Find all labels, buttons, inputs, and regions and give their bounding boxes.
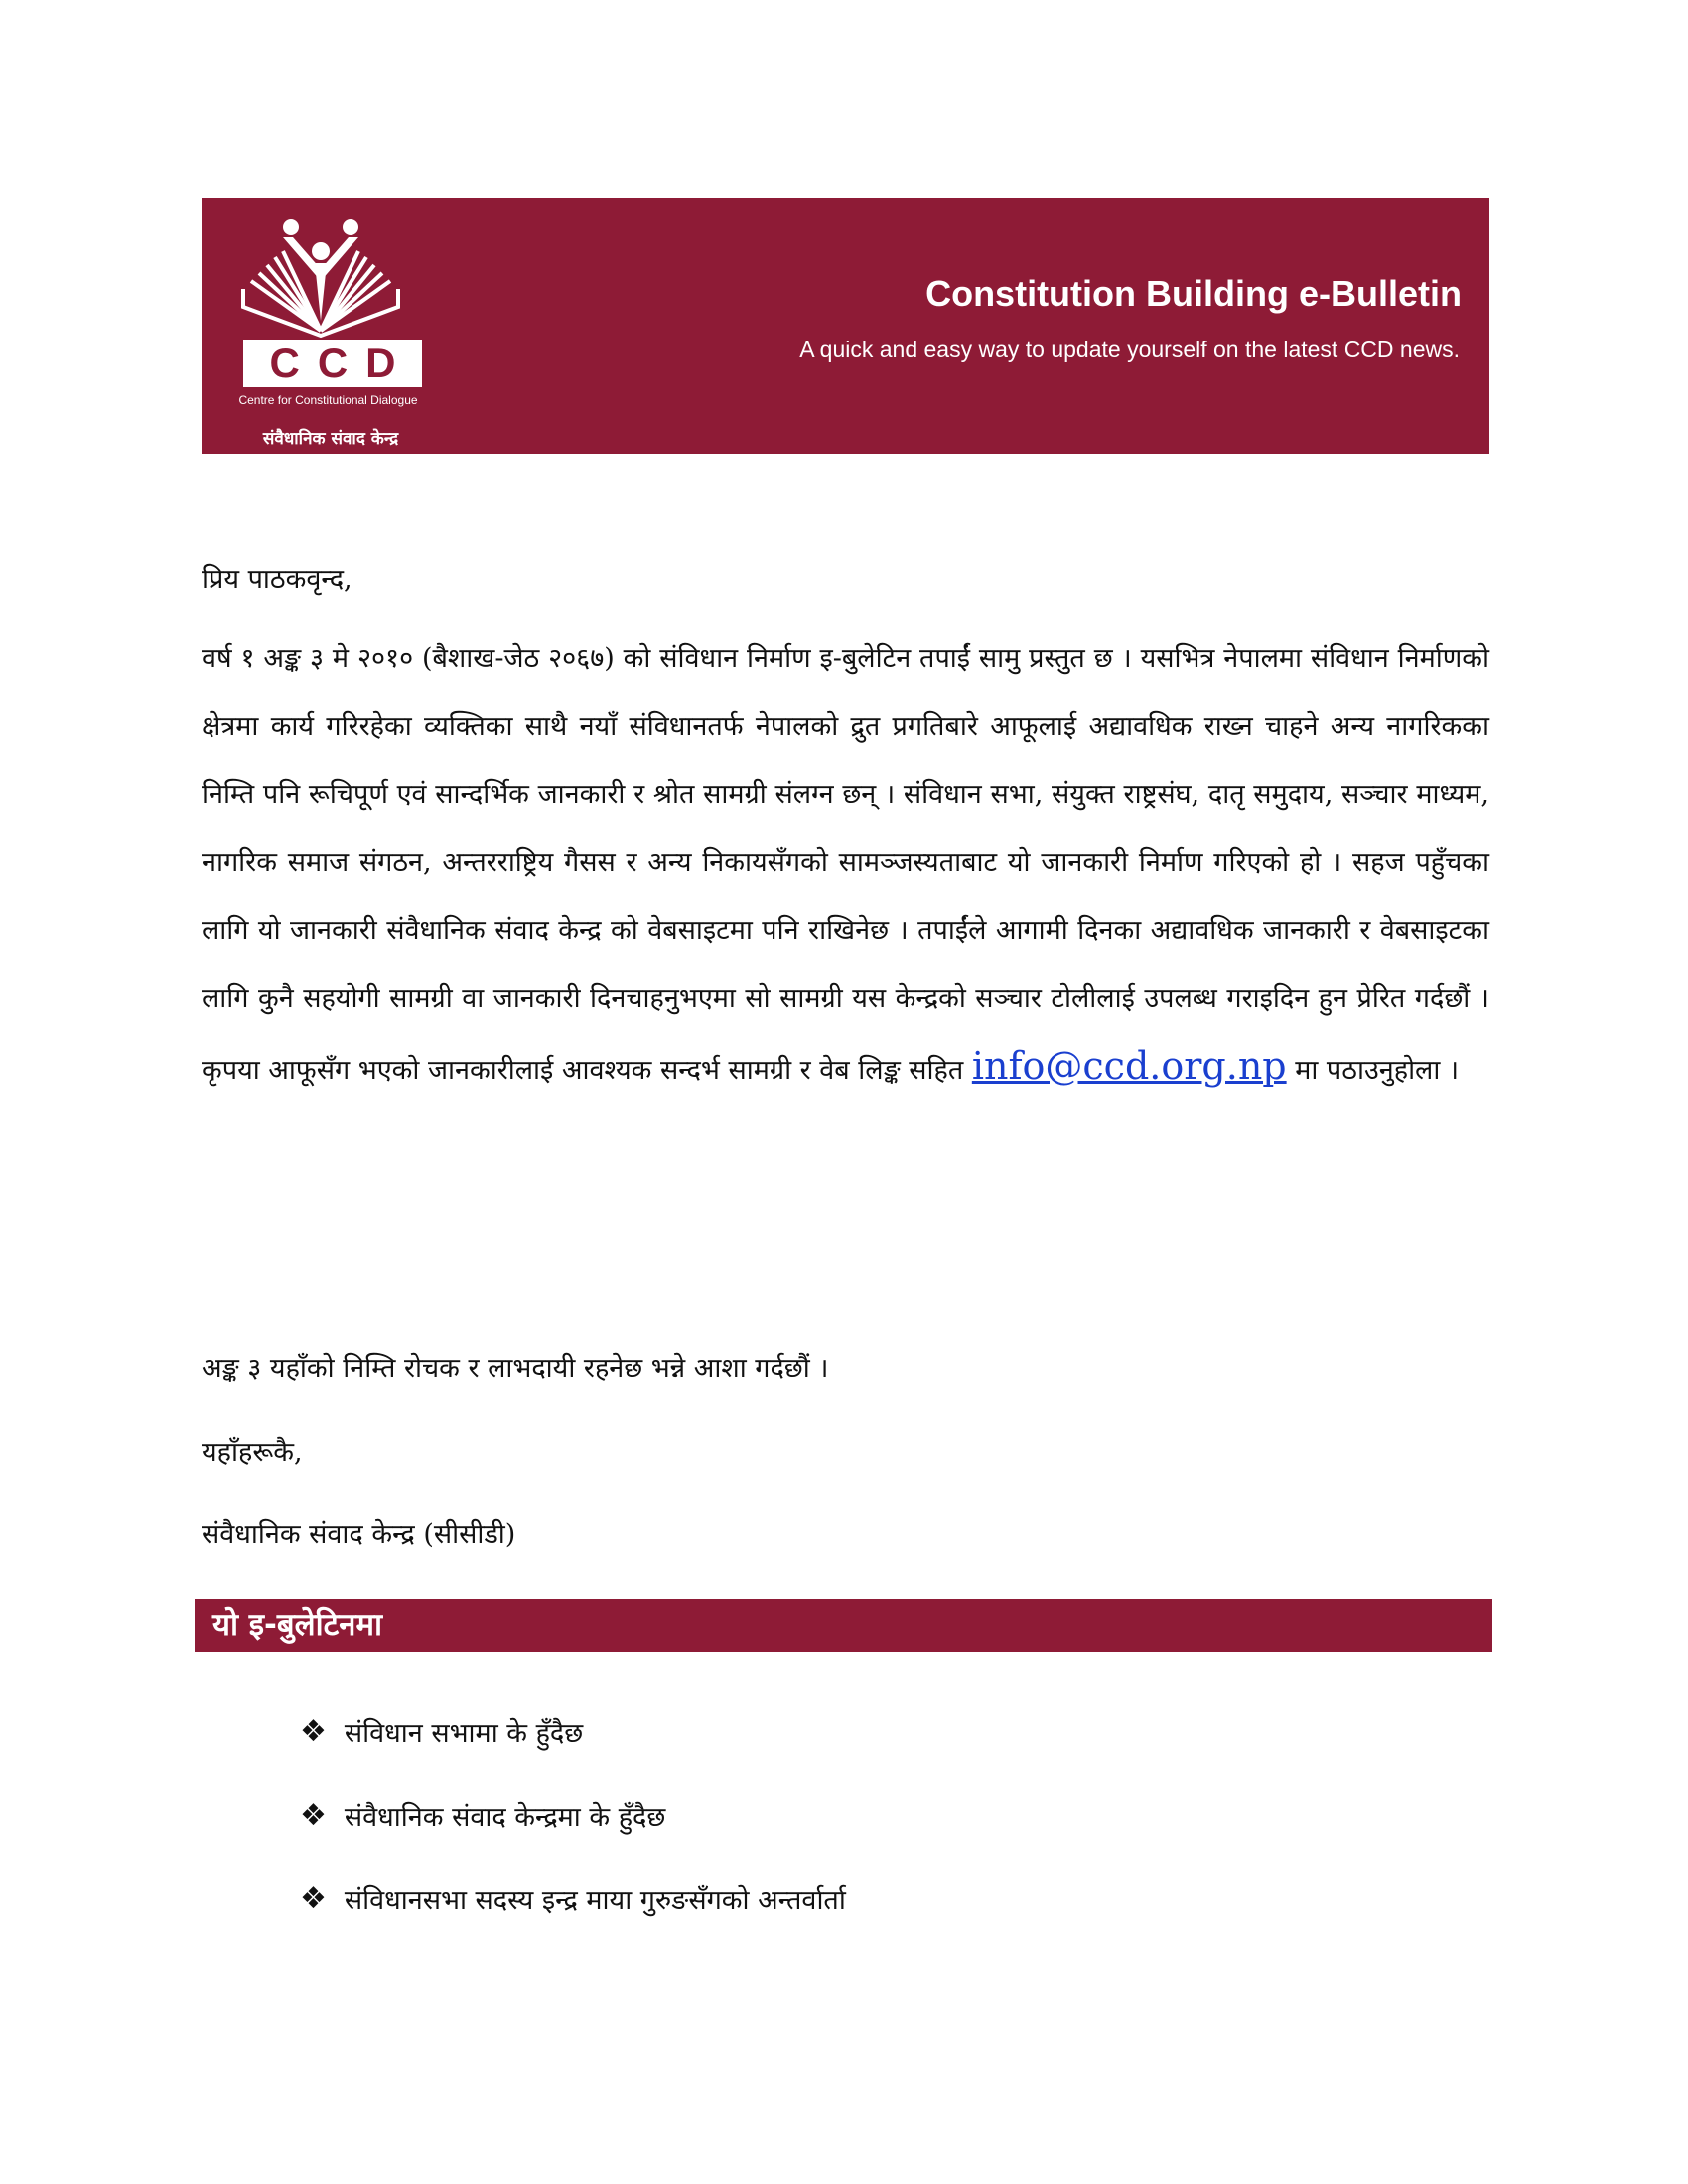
- logo-nepali-name: संवैधानिक संवाद केन्द्र: [262, 429, 399, 449]
- diamond-bullet-icon: ❖: [300, 1880, 327, 1916]
- letter-body: [202, 625, 1489, 1106]
- toc-list: [300, 1690, 846, 1940]
- toc-item-label: संवैधानिक संवाद केन्द्रमा के हुँदैछ: [344, 1801, 666, 1833]
- letter-body-text: वर्ष १ अङ्क ३ मे २०१० (बैशाख-जेठ २०६७) को संविधान निर्माण इ-बुलेटिन तपाईं सामु प्रस्तुत छ । यसभित्र नेपालमा संविधान निर्माणको क्षेत्रमा कार्य गरिरहेका व्यक्तिका साथै नयाँ संविधानतर्फ नेपालको द्रुत प्रगतिबारे आफूलाई अद्यावधिक राख्न चाहने अन्य नागरिकका निम्ति पनि रूचिपूर्ण एवं सान्दर्भिक जानकारी र श्रोत सामग्री संलग्न छन् । संविधान सभा, संयुक्त राष्ट्रसंघ, दातृ समुदाय, सञ्चार माध्यम, नागरिक समाज संगठन, अन्तरराष्ट्रिय गैसस र अन्य निकायसँगको सामञ्जस्यताबाट यो जानकारी निर्माण गरिएको हो । सहज पहुँचका लागि यो जानकारी संवैधानिक संवाद केन्द्र को वेबसाइटमा पनि राखिनेछ । तपाईंले आगामी दिनका अद्यावधिक जानकारी र वेबसाइटका लागि कुनै सहयोगी सामग्री वा जानकारी दिनचाहनुभएमा सो सामग्री यस केन्द्रको सञ्चार टोलीलाई उपलब्ध गराइदिन हुन प्रेरित गर्दछौं । कृपया आफूसँग भएको जानकारीलाई आवश्यक सन्दर्भ सामग्री र वेब लिङ्क सहित: [202, 643, 1489, 1087]
- logo-ccd-text: CCD: [243, 340, 422, 387]
- email-suffix: मा पठाउनुहोला ।: [1286, 1055, 1460, 1087]
- toc-item: [300, 1856, 846, 1940]
- diamond-bullet-icon: ❖: [300, 1797, 327, 1833]
- email-link[interactable]: info@ccd.org.np: [971, 1044, 1287, 1089]
- toc-item-label: संविधानसभा सदस्य इन्द्र माया गुरुङसँगको अन्तर्वार्ता: [344, 1884, 846, 1916]
- closing-hope: अङ्क ३ यहाँको निम्ति रोचक र लाभदायी रहनेछ भन्ने आशा गर्दछौं ।: [202, 1353, 829, 1384]
- toc-item: [300, 1773, 846, 1856]
- diamond-bullet-icon: ❖: [300, 1713, 327, 1749]
- signature: संवैधानिक संवाद केन्द्र (सीसीडी): [202, 1519, 516, 1550]
- bulletin-title: Constitution Building e-Bulletin: [925, 273, 1462, 314]
- section-header: यो इ-बुलेटिनमा: [195, 1599, 1492, 1652]
- bulletin-subtitle: A quick and easy way to update yourself on the latest CCD news.: [799, 337, 1460, 362]
- ccd-logo: [221, 211, 420, 449]
- logo-emblem-icon: [221, 211, 420, 341]
- salutation: प्रिय पाठकवृन्द,: [202, 564, 352, 595]
- regards: यहाँहरूकै,: [202, 1437, 303, 1468]
- toc-item: [300, 1690, 846, 1773]
- header-banner: [202, 198, 1489, 454]
- logo-english-name: Centre for Constitutional Dialogue: [238, 393, 418, 407]
- toc-item-label: संविधान सभामा के हुँदैछ: [344, 1717, 584, 1749]
